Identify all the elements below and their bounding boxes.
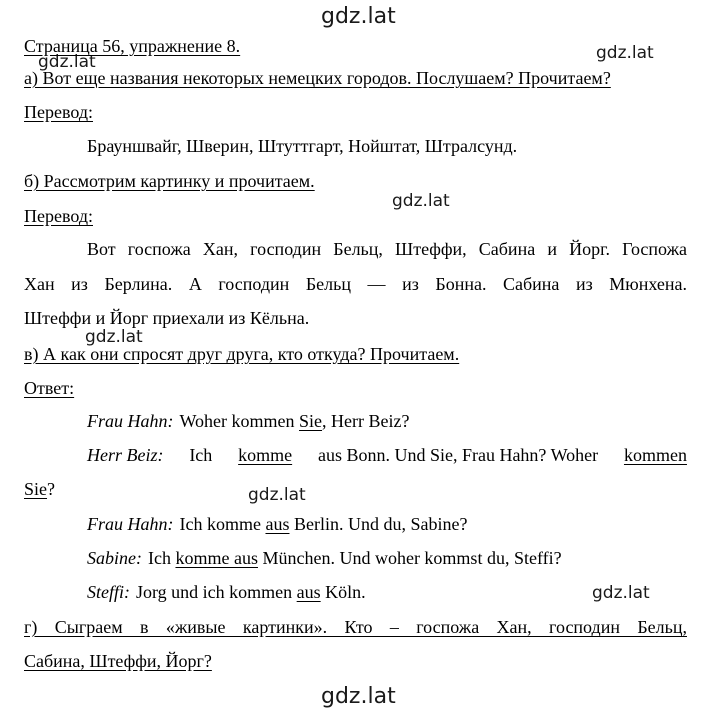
underlined-word: aus — [265, 514, 290, 534]
speaker: Sabine: — [87, 548, 142, 568]
watermark: gdz.lat — [321, 684, 396, 709]
dialog-line — [87, 410, 410, 432]
cities-text: Брауншвайг, Шверин, Штуттгарт, Нойштат, Штралсунд. — [87, 136, 518, 156]
dialog-text: aus Bonn. Und Sie, Frau Hahn? Woher — [317, 445, 599, 465]
watermark: gdz.lat — [38, 52, 96, 72]
dialog-text: München. Und woher kommst du, Steffi? — [262, 548, 562, 568]
dialog-line — [87, 513, 467, 535]
dialog-line — [87, 547, 562, 569]
speaker: Herr Beiz: — [87, 445, 164, 465]
dialog-text: Ich komme — [179, 514, 261, 534]
answer-label: Ответ: — [24, 378, 75, 398]
dialog-text: Köln. — [325, 582, 366, 602]
dialog-text: Ich — [189, 445, 213, 465]
underlined-word: Sie — [299, 411, 323, 431]
watermark: gdz.lat — [592, 583, 650, 603]
dialog-text: Ich — [147, 548, 171, 568]
translation-label: Перевод: — [24, 206, 93, 226]
watermark: gdz.lat — [392, 191, 450, 211]
task-v: в) А как они спросят друг друга, кто откуда? Прочитаем. — [24, 344, 460, 364]
underlined-word: Sie — [24, 479, 48, 499]
paragraph-line: Вот госпожа Хан, господин Бельц, Штеффи, Сабина и Йорг. Госпожа — [87, 239, 687, 259]
underlined-word: aus — [296, 582, 321, 602]
watermark: gdz.lat — [596, 43, 654, 63]
speaker: Frau Hahn: — [87, 514, 174, 534]
speaker: Frau Hahn: — [87, 411, 174, 431]
speaker: Steffi: — [87, 582, 130, 602]
task-g: г) Сыграем в «живые картинки». Кто – госпожа Хан, господин Бельц, — [24, 617, 687, 637]
underlined-word: komme — [238, 445, 293, 465]
task-g: Сабина, Штеффи, Йорг? — [24, 651, 212, 671]
dialog-text: Jorg und ich kommen — [136, 582, 293, 602]
paragraph-line: Хан из Берлина. А господин Бельц — из Бонна. Сабина из Мюнхена. — [24, 274, 687, 294]
dialog-text: Berlin. Und du, Sabine? — [293, 514, 468, 534]
paragraph-line: Штеффи и Йорг приехали из Кёльна. — [24, 308, 310, 328]
translation-label: Перевод: — [24, 102, 93, 122]
watermark: gdz.lat — [85, 327, 143, 347]
dialog-text: Woher kommen — [179, 411, 295, 431]
dialog-line-continuation — [24, 478, 55, 500]
dialog-line — [87, 581, 366, 603]
task-a: а) Вот еще названия некоторых немецких городов. Послушаем? Прочитаем? — [24, 68, 611, 88]
dialog-line — [87, 444, 687, 466]
underlined-word: komme aus — [175, 548, 258, 568]
dialog-text: , Herr Beiz? — [322, 411, 410, 431]
watermark: gdz.lat — [321, 4, 396, 29]
watermark: gdz.lat — [248, 485, 306, 505]
page-heading: Страница 56, упражнение 8. — [24, 36, 241, 56]
dialog-text: ? — [47, 479, 56, 499]
task-b: б) Рассмотрим картинку и прочитаем. — [24, 171, 315, 191]
underlined-word: kommen — [623, 445, 687, 465]
